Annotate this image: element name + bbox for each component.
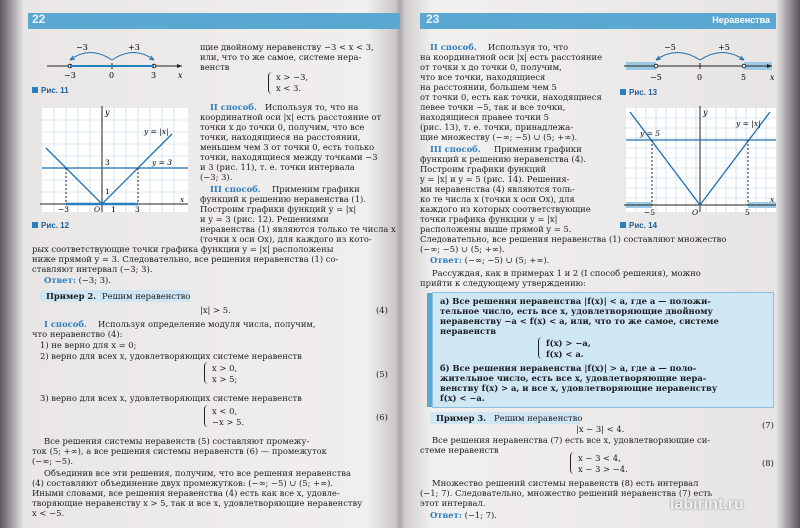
method1-line: что неравенство (4):	[32, 329, 123, 339]
fig14-label: y	[703, 108, 708, 117]
equation-number: (5)	[376, 369, 388, 379]
fig14-label: O	[692, 208, 699, 216]
fig12-label: y	[105, 108, 110, 117]
statement-a-line: тельное число, есть все x, удовлетворяющие двойному	[440, 306, 713, 316]
method2-title: II способ.	[430, 42, 477, 52]
fig11-label: 0	[109, 71, 115, 80]
method2-line: (−3; 3).	[200, 172, 233, 182]
statement-b-line: б) Все решения неравенства |f(x)| > a, где a — поло-	[440, 363, 697, 373]
method3-line: ми неравенства (4) являются толь-	[420, 184, 575, 194]
statement-b-line: жительное число, есть все x, удовлетворяющие нера-	[440, 373, 707, 383]
list-item: 3) верно для всех x, удовлетворяющих системе неравенств	[40, 393, 302, 403]
page-number: 23	[426, 12, 440, 26]
method2-line: координатной оси |x| есть расстояние от	[200, 112, 382, 122]
fig11-number-line	[32, 40, 192, 82]
fig12-label: −3	[58, 205, 70, 214]
body-line: творяющие неравенству x > 5, так и все x, удовлетворяющие неравенству	[32, 498, 363, 508]
method3-line: расположены выше прямой y = 5.	[420, 224, 572, 234]
method2-line: что все точки, находящиеся	[420, 72, 546, 82]
answer: Ответ: (−3; 3).	[44, 275, 111, 285]
fig13-label: −5	[664, 43, 676, 52]
method3-line: и y = 3 (рис. 12). Решениями	[200, 214, 329, 224]
fig14-caption: Рис. 14	[620, 221, 657, 231]
body-line: (−1; 7). Следовательно, множество решений неравенства (7) есть	[420, 488, 713, 498]
method3-line: ко те числа x (точки x оси Ox), для	[420, 194, 575, 204]
fig11-label: x	[178, 71, 183, 80]
fig13-label: x	[770, 73, 775, 82]
section-title: Неравенства	[712, 15, 770, 25]
fig13-label: 5	[741, 73, 747, 82]
method2-line: левее точки −5, так и все точки,	[420, 102, 566, 112]
method3-line: Следовательно, все решения неравенства (1) составляют множество	[420, 234, 727, 244]
fig12-graph	[32, 104, 192, 216]
fig12-caption: Рис. 12	[32, 221, 69, 231]
system-brace	[570, 452, 575, 474]
method2-line: щие множеству (−∞; −5) ∪ (5; +∞).	[420, 132, 578, 142]
top-text: венств	[200, 62, 230, 72]
method3-line: Применим графики	[272, 184, 360, 194]
system-line: x < 3.	[276, 83, 302, 93]
statement-box-bar	[427, 293, 432, 407]
method3-line: Построим графики функций	[420, 164, 547, 174]
list-item: 2) верно для всех x, удовлетворяющих системе неравенств	[40, 351, 302, 361]
method2-line: и 3 (рис. 11), т. е. точки интервала	[200, 162, 355, 172]
body-line: Множество решений системы неравенств (8) есть интервал	[432, 478, 699, 488]
fig11-label: −3	[64, 71, 76, 80]
method3-line: неравенства (1) являются только те числа x	[200, 224, 396, 234]
method2-line: от точки x до точки 0, получим,	[420, 62, 562, 72]
body-line: (−∞; −5).	[32, 456, 74, 466]
body-line: Все решения системы неравенств (5) составляют промежу-	[44, 436, 310, 446]
fig14-label: y = 5	[640, 129, 661, 138]
fig13-number-line	[620, 40, 780, 84]
right-page	[408, 0, 793, 528]
statement-b-line: f(x) < −a.	[440, 393, 485, 403]
example3-inequality: |x − 3| < 4.	[576, 424, 625, 434]
method3-title: III способ.	[210, 184, 261, 194]
statement-b-line: венству f(x) > a, и все x, удовлетворяющие неравенству	[440, 383, 718, 393]
fig12-label: O	[94, 205, 101, 214]
fig14-graph	[620, 104, 780, 216]
fig12-label: 3	[105, 158, 110, 167]
system-line: x − 3 > −4.	[578, 464, 628, 474]
system-line: −x > 5.	[212, 417, 245, 427]
method3-line: точки графика функции y = |x|	[420, 214, 558, 224]
method2-line: Используя то, что на	[265, 102, 359, 112]
body-line: стеме неравенств	[420, 445, 499, 455]
fig13-label: +5	[718, 43, 730, 52]
method2-line: Используя то, что	[488, 42, 569, 52]
example2-label: Пример 2.	[46, 291, 97, 301]
fig11-caption: Рис. 11	[32, 86, 69, 96]
fig14-label: 5	[745, 208, 750, 216]
body-line: Рассуждая, как в примерах 1 и 2 (I способ решения), можно	[432, 268, 701, 278]
fig11-label: −3	[76, 43, 88, 52]
body-line: ток (5; +∞), а все решения системы неравенств (6) — промежуток	[32, 446, 327, 456]
method3-line: функций к решению неравенства (4).	[420, 154, 586, 164]
fig14-label: x	[770, 195, 775, 204]
method2-title: II способ.	[210, 102, 257, 112]
method3-line: ставляют интервал (−3; 3).	[32, 264, 153, 274]
method1-line: Используя определение модуля числа, получим,	[98, 319, 316, 329]
page-number: 22	[32, 12, 46, 26]
example2-text: Решим неравенство	[102, 291, 191, 301]
fig11-label: 3	[151, 71, 157, 80]
answer: Ответ: (−1; 7).	[430, 510, 497, 520]
equation-number: (6)	[376, 412, 388, 422]
system-line: x < 0,	[212, 406, 238, 416]
body-line: Объединив все эти решения, получим, что все решения неравенства	[44, 468, 351, 478]
method3-line: (−∞; −5) ∪ (5; +∞).	[420, 244, 505, 254]
method3-title: III способ.	[430, 144, 481, 154]
page-header-right	[420, 13, 776, 29]
method3-line: рых соответствующие точки графика функции y = |x| расположены	[32, 244, 334, 254]
statement-a-line: неравенству −a < f(x) < a, или, что то же самое, системе	[440, 316, 719, 326]
list-item: 1) не верно для x = 0;	[40, 340, 137, 350]
fig13-caption: Рис. 13	[620, 88, 657, 98]
method2-line: на расстоянии, большем чем 5	[420, 82, 557, 92]
method2-line: точки x до точки 0, получим, что все	[200, 122, 365, 132]
answer: Ответ: (−∞; −5) ∪ (5; +∞).	[430, 255, 550, 265]
statement-a-line: неравенств	[440, 326, 497, 336]
equation-number: (8)	[762, 458, 774, 468]
fig13-label: −5	[650, 73, 662, 82]
method3-line: функций к решению неравенства (1).	[200, 194, 366, 204]
method2-line: от точки 0, есть как точки, находящиеся	[420, 92, 602, 102]
system-line: f(x) < a.	[546, 349, 584, 359]
body-line: Иными словами, все решения неравенства (4) есть как все x, удовле-	[32, 488, 340, 498]
system-line: x > 5;	[212, 374, 238, 384]
top-text: или, что то же самое, системе нера-	[200, 52, 362, 62]
body-line: Все решения неравенства (7) есть все x, удовлетворяющие си-	[432, 435, 711, 445]
fig12-label: 1	[111, 205, 116, 214]
system-brace	[538, 337, 543, 359]
method2-line: находящиеся правее точки 5	[420, 112, 549, 122]
method2-line: меньшем чем 3 от точки 0, есть только	[200, 142, 375, 152]
fig12-label: x	[180, 195, 185, 204]
system-brace	[204, 405, 209, 427]
method1-title: I способ.	[44, 319, 87, 329]
method3-line: Построим графики функций y = |x|	[200, 204, 357, 214]
fig12-label: 1	[105, 187, 110, 196]
system-brace	[204, 362, 209, 384]
page-header-left	[28, 13, 400, 29]
system-line: x > −3,	[276, 72, 309, 82]
method3-line: Применим графики	[494, 144, 582, 154]
fig12-label: y = |x|	[144, 127, 169, 136]
method2-line: на координатной оси |x| есть расстояние	[420, 52, 603, 62]
fig12-label: 3	[135, 205, 140, 214]
example3-text: Решим неравенство	[494, 413, 583, 423]
method3-line: y = |x| и y = 5 (рис. 14). Решения-	[420, 174, 570, 184]
fig14-label: −5	[644, 208, 656, 216]
fig14-label: y = |x|	[736, 119, 761, 128]
system-brace	[268, 72, 273, 94]
statement-a-line: а) Все решения неравенства |f(x)| < a, где a — положи-	[440, 296, 711, 306]
method3-line: ниже прямой y = 3. Следовательно, все решения неравенства (1) со-	[32, 254, 339, 264]
method3-line: (точки x оси Ox), для каждого из кото-	[200, 234, 372, 244]
fig12-label: y = 3	[152, 158, 173, 167]
example2-inequality: |x| > 5.	[200, 305, 231, 315]
method2-line: точки, находящиеся между точками −3	[200, 152, 378, 162]
method2-line: точки, находящиеся на расстоянии,	[200, 132, 361, 142]
body-line: (4) составляют объединение двух промежутков: (−∞; −5) ∪ (5; +∞).	[32, 478, 333, 488]
system-line: f(x) > −a,	[546, 338, 591, 348]
body-line: этот интервал.	[420, 498, 486, 508]
body-line: x < −5.	[32, 508, 65, 518]
system-line: x − 3 < 4,	[578, 453, 621, 463]
left-page	[10, 0, 395, 528]
top-text: щие двойному неравенству −3 < x < 3,	[200, 42, 374, 52]
example3-label: Пример 3.	[436, 413, 487, 423]
method2-line: (рис. 13), т. е. точки, принадлежа-	[420, 122, 574, 132]
body-line: прийти к следующему утверждению:	[420, 278, 586, 288]
equation-number: (4)	[376, 305, 388, 315]
fig13-label: 0	[697, 73, 703, 82]
equation-number: (7)	[762, 420, 774, 430]
method3-line: каждого из которых соответствующие	[420, 204, 591, 214]
fig11-label: +3	[128, 43, 140, 52]
watermark: labirint.ru	[670, 496, 744, 513]
system-line: x > 0,	[212, 363, 238, 373]
